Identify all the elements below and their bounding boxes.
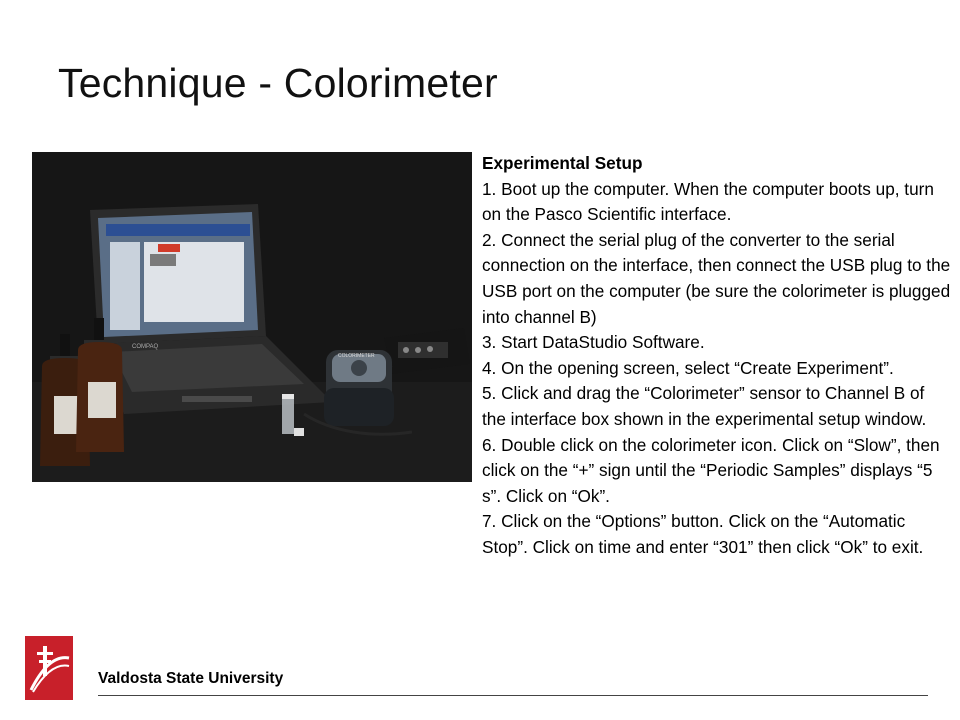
university-logo [25,636,75,700]
setup-step: 4. On the opening screen, select “Create Experiment”. [482,357,894,378]
setup-step: 5. Click and drag the “Colorimeter” sensor to Channel B of the interface box shown in the experimental setup window. [482,383,927,429]
lab-setup-photo [32,152,472,482]
setup-step: 7. Click on the “Options” button. Click on the “Automatic Stop”. Click on time and enter “301” then click “Ok” to exit. [482,511,924,557]
laptop-screen [90,204,266,344]
setup-step: 6. Double click on the colorimeter icon. Click on “Slow”, then click on the “+” sign until the “Periodic Samples” displays “5 s”. Click on “Ok”. [482,434,940,506]
footer-institution: Valdosta State University [98,670,284,687]
setup-step: 1. Boot up the computer. When the computer boots up, turn on the Pasco Scientific interface. [482,178,934,225]
setup-step: 2. Connect the serial plug of the converter to the serial connection on the interface, then connect the USB plug to the USB port on the computer (be sure the colorimeter is plugged into channel B) [482,229,951,327]
colorimeter-device [324,350,394,426]
slide-title: Technique - Colorimeter [58,60,498,106]
laptop-brand-text: COMPAQ [132,344,159,350]
footer-divider [98,695,928,696]
setup-heading: Experimental Setup [482,153,643,173]
setup-instructions [482,151,952,561]
colorimeter-label-text: COLORIMETER [338,353,375,359]
setup-step: 3. Start DataStudio Software. [482,332,705,353]
